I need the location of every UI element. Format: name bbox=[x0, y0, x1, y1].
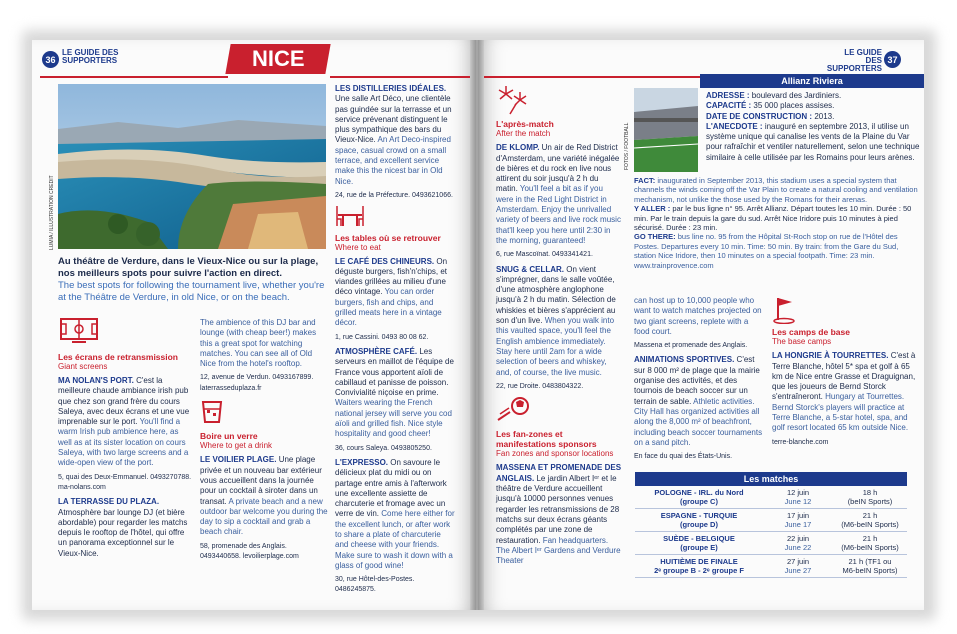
built-label: DATE DE CONSTRUCTION : bbox=[706, 111, 813, 121]
venue-desc-en: can host up to 10,000 people who want to watch matches projected on two giant screens, replete with a food court. bbox=[634, 296, 762, 336]
match-date-en: June 12 bbox=[784, 497, 812, 506]
venue-name: LE VOILIER PLAGE. bbox=[200, 455, 277, 465]
section-basecamps-sub: The base camps bbox=[772, 337, 832, 347]
match-group: 2ᵉ groupe B - 2ᵉ groupe F bbox=[654, 566, 744, 575]
match-tv: M6-beIN Sports) bbox=[842, 566, 898, 575]
match-time: 18 h bbox=[862, 488, 878, 497]
nice-coast-photo bbox=[58, 84, 326, 249]
table-icon bbox=[335, 205, 455, 230]
section-drink-sub: Where to get a drink bbox=[200, 441, 273, 451]
venue-address: 5, quai des Deux-Emmanuel. 0493270788. ma-nolans.com bbox=[58, 473, 192, 491]
match-teams: SUÈDE - BELGIQUE bbox=[663, 534, 735, 543]
built-value: 2013. bbox=[814, 111, 835, 121]
venue-desc-fr: Une plage privée et un nouveau bar extérieur vous accueillent dans la journée pour un cocktail à siroter dans un transat. bbox=[200, 455, 322, 506]
venue-name: ATMOSPHÈRE CAFÉ. bbox=[335, 346, 418, 356]
flag-icon bbox=[772, 296, 920, 327]
website: www.trainprovence.com bbox=[634, 260, 714, 270]
venue-address: Massena et promenade des Anglais. bbox=[634, 342, 748, 350]
venue-address: 30, rue Hôtel-des-Postes. 0486245875. bbox=[335, 576, 415, 594]
stadium-photo bbox=[634, 88, 698, 172]
match-tv: (beIN Sports) bbox=[847, 497, 893, 506]
getting-text: bus line no. 95 from the Hôpital St-Roch stop on rue de l'Hôtel des Postes. Departures every 10 min. Time: 50 min. By train: from the Gare du Sud, station Nice Iridore, then 10 minutes on a special footpath. Time: 23 min. bbox=[634, 232, 899, 261]
header-rule-left-2 bbox=[330, 76, 470, 78]
intro-fr: Au théâtre de Verdure, dans le Vieux-Nice ou sur la plage, nos meilleurs spots pour suivre l'action en direct. bbox=[58, 256, 319, 279]
glass-icon bbox=[200, 400, 328, 429]
match-tv: (M6-beIN Sports) bbox=[841, 520, 899, 529]
venue-desc-en: You'll feel a bit as if you were in the Red Light District in Amsterdam. Enjoy the unrivalled variety of beers and live rock music that'll keep you here until 2:30 in the morning, guaranteed! bbox=[496, 184, 621, 245]
venue-address: 36, cours Saleya. 0493805250. bbox=[335, 444, 432, 452]
match-date-en: June 17 bbox=[784, 520, 812, 529]
section-screens-title: Les écrans de retransmission bbox=[58, 352, 179, 362]
venue-desc-en: The ambience of this DJ bar and lounge (with cheap beer!) makes this a great spot for watching matches. You can see all of Old Nice from the hotel's rooftop. bbox=[200, 318, 317, 369]
column-3 bbox=[335, 84, 455, 600]
matches-title: Les matches bbox=[635, 472, 907, 486]
match-row bbox=[635, 509, 907, 532]
fireworks-icon bbox=[496, 84, 622, 119]
capacity-value: 35 000 places assises. bbox=[753, 101, 835, 111]
venue-name: ANIMATIONS SPORTIVES. bbox=[634, 355, 735, 365]
match-group: (groupe D) bbox=[680, 520, 718, 529]
match-group: (groupe E) bbox=[680, 543, 718, 552]
column-5 bbox=[634, 296, 766, 466]
venue-address: 1, rue Cassini. 0493 80 08 62. bbox=[335, 333, 429, 341]
venue-desc-fr: C'est à Terre Blanche, hôtel 5* spa et golf à 65 km de Nice entre Grasse et Draguignan, que les joueurs de Bernd Storck s'entraîneront. bbox=[772, 351, 916, 402]
venue-desc-fr: Atmosphère bar lounge DJ (et bière abordable) pour regarder les matchs depuis le rooftop de l'hôtel, qui offre un panorama exceptionnel sur le Vieux-Nice. bbox=[58, 507, 188, 558]
venue-desc-fr: Un air de Red District d'Amsterdam, une variété inégalée de bières et du rock en live nous attirent du soir jusqu'à 2 h du matin. bbox=[496, 143, 620, 194]
city-banner bbox=[225, 44, 330, 74]
section-aftermatch-title: L'après-match bbox=[496, 119, 554, 130]
header-rule-left bbox=[40, 76, 228, 78]
match-date-fr: 17 juin bbox=[786, 511, 810, 520]
venue-desc-fr: Le jardin Albert Iᵉʳ et le théâtre de Verdure accueillent jusqu'à 10000 personnes venues regarder les retransmissions de 28 matchs sur deux écrans géants complétés par une zone de restauration. bbox=[496, 473, 620, 545]
stadium-info-top bbox=[706, 91, 922, 163]
venue-name: MASSENA ET PROMENADE DES ANGLAIS. bbox=[496, 463, 622, 483]
venue-desc-en: Come here either for the excellent lunch, or after work to share a plate of charcuterie and cheese with your friends. Make sure to wash it down with a glass of good wine! bbox=[335, 509, 455, 570]
match-time: 21 h (TF1 ou bbox=[848, 557, 892, 566]
venue-address: 22, rue Droite. 0483804322. bbox=[496, 382, 584, 390]
match-date-fr: 12 juin bbox=[786, 488, 810, 497]
match-teams: ESPAGNE - TURQUIE bbox=[660, 511, 738, 520]
venue-name: SNUG & CELLAR. bbox=[496, 264, 564, 274]
column-2 bbox=[200, 318, 328, 566]
venue-desc-en: An Art Deco-inspired space, casual crowd on a small terrace, and excellent service make this the nicest bar in Old Nice. bbox=[335, 135, 451, 186]
spine-gutter bbox=[470, 40, 484, 610]
match-date-fr: 22 juin bbox=[786, 534, 810, 543]
match-teams: HUITIÈME DE FINALE bbox=[660, 557, 738, 566]
venue-desc-fr: On vient s'imprégner, dans le salle voûtée, d'une atmosphère anglophone jusqu'à 2 h du matin. Sélection de whiskies et bières s'apprécient au son d'un live. bbox=[496, 264, 616, 326]
base-camps bbox=[772, 296, 920, 452]
venue-address: 6, rue Mascoïnat. 0493341421. bbox=[496, 251, 593, 259]
access-label: Y ALLER : bbox=[634, 204, 671, 214]
venue-desc-fr: On savoure le délicieux plat du midi ou on partage entre amis à l'afterwork une excellente assiette de charcuterie et fromage avec un verre de vin. bbox=[335, 457, 447, 519]
venue-name: LES DISTILLERIES IDÉALES. bbox=[335, 84, 447, 93]
venue-name: DE KLOMP. bbox=[496, 143, 540, 153]
page-number-right: 37 bbox=[884, 51, 901, 68]
venue-name: LE CAFÉ DES CHINEURS. bbox=[335, 256, 435, 266]
venue-desc-en: When you walk into this vaulted space, you'll feel the English ambience immediately. Stay here until 2am for a wide selection of beers and whiskey, and, of course, the live music. bbox=[496, 316, 615, 377]
venue-address: 12, avenue de Verdun. 0493167899. laterrasseduplaza.fr bbox=[200, 374, 314, 392]
fact-label: FACT: bbox=[634, 176, 656, 185]
match-row bbox=[635, 532, 907, 555]
venue-desc-en: Fan headquarters. The Albert Iᵉʳ Gardens and Verdure Theater bbox=[496, 535, 621, 566]
match-time: 21 h bbox=[862, 534, 878, 543]
section-aftermatch-sub: After the match bbox=[496, 129, 551, 139]
venue-name: LA TERRASSE DU PLAZA. bbox=[58, 497, 160, 507]
venue-desc-en: You'll find a warm Irish pub ambience here, as well as at its sister location on cours Saleya, with two large screens and a wide-open view of the port. bbox=[58, 417, 189, 468]
venue-address: terre-blanche.com bbox=[772, 438, 829, 446]
match-date-en: June 27 bbox=[784, 566, 812, 575]
venue-name: L'EXPRESSO. bbox=[335, 457, 389, 467]
match-time: 21 h bbox=[862, 511, 878, 520]
intro-en: The best spots for following the tournament live, whether you're at the Théâtre de Verdure, in old Nice, or on the beach. bbox=[58, 280, 325, 303]
page-number-left: 36 bbox=[42, 51, 59, 68]
section-fanzone-title: Les fan-zones et manifestations sponsors bbox=[496, 429, 597, 450]
stadium-info-bottom bbox=[634, 176, 920, 270]
match-date-fr: 27 juin bbox=[786, 557, 810, 566]
venue-desc-en: Athletic activities. City Hall has organized activities all along the 8,000 m² of beachfront, including beach soccer tournaments on a sand pitch. bbox=[634, 396, 763, 447]
getting-label: GO THERE: bbox=[634, 232, 676, 242]
address-label: ADRESSE : bbox=[706, 91, 750, 100]
section-fanzone-sub: Fan zones and sponsor locations bbox=[496, 449, 614, 459]
photo-credit-right: FOTOS / FOOTBALL bbox=[624, 122, 630, 170]
venue-address: 58, promenade des Anglais. 0493440658. levoilierplage.com bbox=[200, 542, 299, 561]
venue-desc-en: Waiters wearing the French national jersey will serve you cod aïoli and grilled fish. Nice style hospitality and good cheer! bbox=[335, 398, 452, 439]
match-row bbox=[635, 486, 907, 509]
venue-address: En face du quai des États-Unis. bbox=[634, 453, 733, 461]
venue-desc-en: Hungary at Tourrettes. Bernd Storck's players will practice at Terre Blanche, a 5-star hotel, spa, and golf resort located 65 km outside Nice. bbox=[772, 392, 909, 433]
section-basecamps-title: Les camps de base bbox=[772, 327, 850, 338]
stadium-title: Allianz Riviera bbox=[700, 74, 924, 88]
venue-desc-fr: C'est la meilleure chaude ambiance irish pub que chez son grand frère du cours Saleya, avec deux écrans et une vue imprenable sur le port. bbox=[58, 376, 190, 427]
venue-desc-fr: On déguste burgers, fish'n'chips, et viandes grillées au milieu d'une déco vintage. bbox=[335, 256, 448, 297]
anecdote-label: L'ANECDOTE : bbox=[706, 121, 763, 131]
venue-address: 24, rue de la Préfecture. 0493621066. bbox=[335, 191, 453, 199]
guide-title-right: LE GUIDE DES SUPPORTERS bbox=[826, 48, 882, 73]
matches-table bbox=[635, 472, 907, 578]
screen-icon bbox=[60, 318, 98, 349]
guide-title-left: LE GUIDE DES SUPPORTERS bbox=[62, 48, 119, 65]
venue-desc-fr: C'est sur 8 000 m² de plage que la mairie organise des activités, et des tournois de beach soccer sur un terrain de sable. bbox=[634, 355, 760, 406]
venue-desc-en: A private beach and a new outdoor bar welcome you during the day to sip a cocktail and grab a beach chair. bbox=[200, 496, 328, 537]
section-drink-title: Boire un verre bbox=[200, 431, 258, 442]
match-row bbox=[635, 555, 907, 578]
ball-icon bbox=[496, 396, 622, 427]
anecdote-text: inauguré en septembre 2013, il utilise un système unique qui canalise les vents de la Plaine du Var pour rafraîchir et ventiler naturellement, selon une technique similaire à celle utilisée par les Romains pour leurs arènes. bbox=[706, 121, 920, 162]
venue-name: LA HONGRIE À TOURRETTES. bbox=[772, 351, 889, 361]
fact-text: inaugurated in September 2013, this stadium uses a special system that channels the winds coming off the Var Plain to create a natural cooling and ventilation mechanism, not unlike the those used by the Romans for their arenas. bbox=[634, 176, 918, 204]
venue-name: MA NOLAN'S PORT. bbox=[58, 376, 134, 385]
column-1 bbox=[58, 352, 192, 563]
photo-credit-left: LUMIA / ILLUSTRATION CREDIT bbox=[49, 175, 55, 250]
match-tv: (M6-beIN Sports) bbox=[841, 543, 899, 552]
section-eat-sub: Where to eat bbox=[335, 242, 381, 252]
venue-desc-fr: Les serveurs en maillot de l'équipe de France vous apportent aïoli de cabillaud et panisse de poisson. Convivialité niçoise en prime. bbox=[335, 346, 454, 398]
intro-text bbox=[58, 256, 328, 304]
match-group: (groupe C) bbox=[680, 497, 718, 506]
venue-desc-en: You can order burgers, fish and chips, and grilled meats here in a vintage décor. bbox=[335, 287, 442, 328]
access-text: par le bus ligne n° 95. Arrêt Allianz. Départ toutes les 10 min. Durée : 50 min. Par le train depuis la gare du sud. Arrêt Nice Iridore puis 10 minutes à pied sécurisé. Durée : 23 min. bbox=[634, 204, 912, 233]
venue-desc-fr: Une salle Art Déco, une clientèle pas guindée sur la terrasse et un service prévenant distinguent le plus sympathique des bars du Vieux-Nice. bbox=[335, 94, 452, 145]
address-value: boulevard des Jardiniers. bbox=[751, 91, 842, 100]
column-4 bbox=[496, 84, 622, 570]
section-eat-title: Les tables où se retrouver bbox=[335, 232, 441, 243]
match-teams: POLOGNE - IRL. du Nord bbox=[654, 488, 744, 497]
capacity-label: CAPACITÉ : bbox=[706, 101, 752, 111]
city-title: NICE bbox=[251, 46, 305, 71]
match-date-en: June 22 bbox=[784, 543, 812, 552]
section-screens-sub: Giant screens bbox=[58, 362, 108, 371]
